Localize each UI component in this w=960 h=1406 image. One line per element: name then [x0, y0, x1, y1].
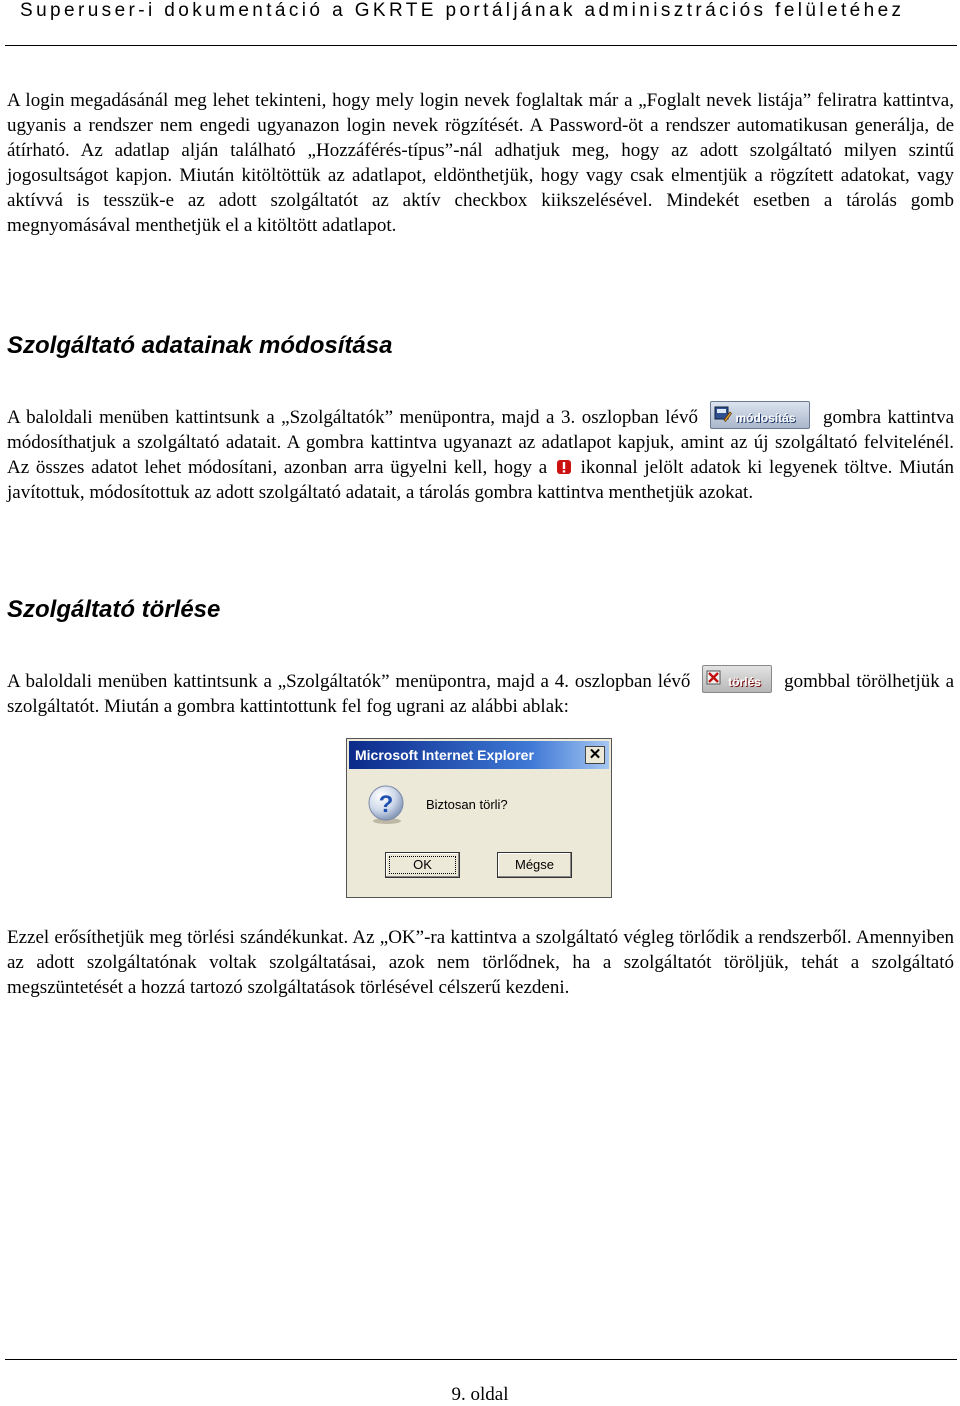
svg-text:?: ? — [378, 791, 394, 818]
delete-paragraph — [7, 665, 954, 719]
modify-icon — [714, 406, 732, 423]
cancel-button[interactable]: Mégse — [497, 852, 572, 878]
page-number: 9. oldal — [451, 1384, 509, 1405]
delete-text-1: A baloldali menüben kattintsunk a „Szolgáltatók” menüpontra, majd a 4. oszlopban lévő — [7, 671, 691, 692]
ok-button[interactable]: OK — [385, 852, 460, 878]
delete-button[interactable] — [702, 665, 772, 693]
modify-text-2: gombra kattintva módosíthatjuk a szolgáltató adatait. A gombra kattintva ugyanazt az adatlapot kapjuk, amint az új szolgáltató felvitelénél. Az összes adatot lehet módosítani, azonban arra ügyelni kell, hogy a — [7, 407, 955, 478]
intro-paragraph: A login megadásánál meg lehet tekinteni, hogy mely login nevek foglaltak már a „Foglalt nevek listája” feliratra kattintva, ugyanis a rendszer nem engedi ugyanazon login nevek rögzítését. A Password-öt a rendszer automatikusan generálja, de átírható. Az adatlap alján található „Hozzáférés-típus”-nál adhatjuk meg, hogy az adott szolgáltató milyen szintű jogosultságot kapjon. Miután kitöltöttük az adatlapot, eldönthetjük, hogy vagy csak elmentjük a rögzített adatokat, vagy aktívvá is tesszük-e az adott szolgáltatót az aktív checkbox kiikszelésével. Mindekét esetben a tárolás gomb megnyomásával menthetjük el a kitöltött adatlapot. — [7, 90, 954, 236]
section-heading-modify: Szolgáltató adatainak módosítása — [7, 332, 393, 359]
confirm-dialog — [346, 738, 612, 898]
modify-button-label: módosítás — [735, 411, 796, 425]
document-header: Superuser-i dokumentáció a GKRTE portáljának adminisztrációs felületéhez — [20, 0, 905, 21]
dialog-message: Biztosan törli? — [426, 797, 508, 812]
modify-button[interactable] — [710, 401, 810, 429]
delete-text-2: gombbal törölhetjük a szolgáltatót. Miután a gombra kattintottunk fel fog ugrani az alábbi ablak: — [7, 671, 955, 717]
dialog-title: Microsoft Internet Explorer — [355, 747, 534, 763]
dialog-titlebar — [349, 741, 609, 769]
modify-text-3: ikonnal jelölt adatok ki legyenek töltve. Miután javítottuk, módosítottuk az adott szolgáltató adatait, a tárolás gombra kattintva menthetjük azokat. — [7, 457, 955, 503]
required-exclamation-icon — [556, 459, 572, 475]
footer-divider — [5, 1359, 957, 1360]
section-heading-delete: Szolgáltató törlése — [7, 596, 221, 623]
modify-paragraph — [7, 401, 954, 505]
close-icon[interactable]: ✕ — [585, 746, 605, 764]
delete-icon — [706, 670, 724, 687]
outro-paragraph: Ezzel erősíthetjük meg törlési szándékunkat. Az „OK”-ra kattintva a szolgáltató végleg törlődik a rendszerből. Amennyiben az adott szolgáltatónak voltak szolgáltatásai, azok nem törlődnek, ha a szolgáltatót töröljük, tehát a szolgáltató megszüntetését a hozzá tartozó szolgáltatások törlésével célszerű kezdeni. — [7, 927, 954, 998]
modify-text-1: A baloldali menüben kattintsunk a „Szolgáltatók” menüpontra, majd a 3. oszlopban lévő — [7, 407, 698, 428]
question-icon — [365, 783, 409, 827]
delete-button-label: törlés — [728, 675, 761, 689]
header-divider — [5, 45, 957, 46]
